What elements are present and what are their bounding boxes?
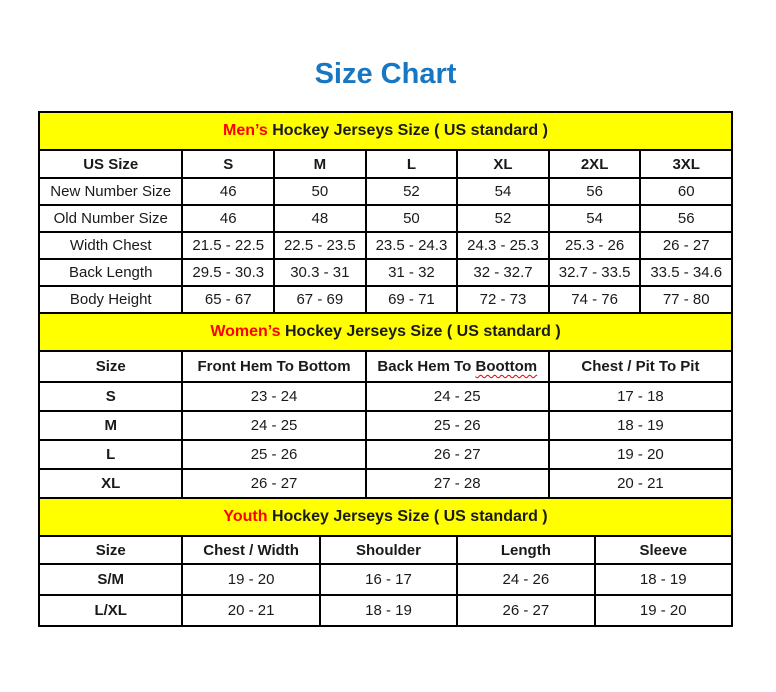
table-row (39, 286, 732, 313)
size-value-cell: 24.3 - 25.3 (457, 232, 549, 259)
column-header-chest-width: Chest / Width (182, 536, 319, 564)
size-value-cell: 26 - 27 (182, 469, 365, 498)
size-value-cell: 52 (366, 178, 458, 205)
column-header-back-hem-text: Back Hem To (377, 358, 472, 375)
row-label: S/M (39, 564, 182, 595)
column-header-xl: XL (457, 150, 549, 178)
size-value-cell: 24 - 26 (457, 564, 594, 595)
column-header-m: M (274, 150, 366, 178)
mens-size-table (38, 111, 733, 314)
size-value-cell: 26 - 27 (640, 232, 732, 259)
size-value-cell: 50 (274, 178, 366, 205)
row-label: Body Height (39, 286, 182, 313)
size-value-cell: 19 - 20 (595, 595, 732, 626)
page-title: Size Chart (314, 58, 457, 90)
size-value-cell: 18 - 19 (549, 411, 732, 440)
column-header-s: S (182, 150, 274, 178)
womens-section-band (39, 313, 732, 351)
size-value-cell: 21.5 - 22.5 (182, 232, 274, 259)
size-value-cell: 24 - 25 (366, 382, 549, 411)
womens-size-table (38, 312, 733, 499)
size-value-cell: 22.5 - 23.5 (274, 232, 366, 259)
table-row (39, 411, 732, 440)
row-label: Width Chest (39, 232, 182, 259)
youth-section-title-highlight: Youth (223, 508, 268, 525)
size-value-cell: 32 - 32.7 (457, 259, 549, 286)
size-value-cell: 72 - 73 (457, 286, 549, 313)
mens-section-title (39, 112, 732, 150)
row-label: XL (39, 469, 182, 498)
size-value-cell: 69 - 71 (366, 286, 458, 313)
size-value-cell: 52 (457, 205, 549, 232)
column-header-chest-pit: Chest / Pit To Pit (549, 351, 732, 382)
row-label: Back Length (39, 259, 182, 286)
row-label: S (39, 382, 182, 411)
table-row (39, 259, 732, 286)
size-value-cell: 77 - 80 (640, 286, 732, 313)
table-row (39, 232, 732, 259)
size-value-cell: 26 - 27 (457, 595, 594, 626)
row-label: New Number Size (39, 178, 182, 205)
table-row (39, 595, 732, 626)
table-row (39, 205, 732, 232)
size-value-cell: 33.5 - 34.6 (640, 259, 732, 286)
size-value-cell: 74 - 76 (549, 286, 641, 313)
table-row (39, 382, 732, 411)
size-value-cell: 23.5 - 24.3 (366, 232, 458, 259)
column-header-back-hem-typo: Boottom (475, 358, 538, 375)
mens-section-band (39, 112, 732, 150)
column-header-size: Size (39, 351, 182, 382)
size-value-cell: 56 (640, 205, 732, 232)
table-row (39, 469, 732, 498)
size-value-cell: 18 - 19 (320, 595, 457, 626)
womens-header-row (39, 351, 732, 382)
column-header-3xl: 3XL (640, 150, 732, 178)
size-value-cell: 46 (182, 178, 274, 205)
size-value-cell: 17 - 18 (549, 382, 732, 411)
size-value-cell: 67 - 69 (274, 286, 366, 313)
column-header-2xl: 2XL (549, 150, 641, 178)
size-value-cell: 18 - 19 (595, 564, 732, 595)
size-value-cell: 16 - 17 (320, 564, 457, 595)
size-value-cell: 29.5 - 30.3 (182, 259, 274, 286)
size-value-cell: 54 (549, 205, 641, 232)
size-value-cell: 60 (640, 178, 732, 205)
size-value-cell: 26 - 27 (366, 440, 549, 469)
size-value-cell: 56 (549, 178, 641, 205)
youth-section-title-rest: Hockey Jerseys Size ( US standard ) (271, 508, 548, 525)
youth-section-title (39, 498, 732, 536)
row-label: M (39, 411, 182, 440)
column-header-front-hem: Front Hem To Bottom (182, 351, 365, 382)
row-label: L (39, 440, 182, 469)
mens-header-row (39, 150, 732, 178)
size-value-cell: 25 - 26 (366, 411, 549, 440)
size-value-cell: 20 - 21 (549, 469, 732, 498)
size-value-cell: 19 - 20 (182, 564, 319, 595)
youth-header-row (39, 536, 732, 564)
size-value-cell: 27 - 28 (366, 469, 549, 498)
table-row (39, 564, 732, 595)
womens-section-title (39, 313, 732, 351)
size-value-cell: 46 (182, 205, 274, 232)
row-label: Old Number Size (39, 205, 182, 232)
size-chart (38, 58, 733, 627)
column-header-size: Size (39, 536, 182, 564)
size-value-cell: 48 (274, 205, 366, 232)
row-label: L/XL (39, 595, 182, 626)
column-header-shoulder: Shoulder (320, 536, 457, 564)
size-value-cell: 20 - 21 (182, 595, 319, 626)
mens-section-title-highlight: Men’s (223, 122, 268, 139)
size-value-cell: 31 - 32 (366, 259, 458, 286)
womens-section-title-rest: Hockey Jerseys Size ( US standard ) (285, 323, 561, 340)
column-header-us-size: US Size (39, 150, 182, 178)
size-value-cell: 24 - 25 (182, 411, 365, 440)
size-value-cell: 54 (457, 178, 549, 205)
size-value-cell: 19 - 20 (549, 440, 732, 469)
column-header-l: L (366, 150, 458, 178)
mens-section-title-rest: Hockey Jerseys Size ( US standard ) (272, 122, 548, 139)
size-value-cell: 65 - 67 (182, 286, 274, 313)
column-header-back-hem (366, 351, 549, 382)
youth-size-table (38, 497, 733, 627)
size-value-cell: 23 - 24 (182, 382, 365, 411)
table-row (39, 178, 732, 205)
column-header-length: Length (457, 536, 594, 564)
size-value-cell: 30.3 - 31 (274, 259, 366, 286)
column-header-sleeve: Sleeve (595, 536, 732, 564)
size-value-cell: 25 - 26 (182, 440, 365, 469)
youth-section-band (39, 498, 732, 536)
size-value-cell: 25.3 - 26 (549, 232, 641, 259)
size-value-cell: 50 (366, 205, 458, 232)
womens-section-title-highlight: Women’s (210, 323, 281, 340)
table-row (39, 440, 732, 469)
size-value-cell: 32.7 - 33.5 (549, 259, 641, 286)
